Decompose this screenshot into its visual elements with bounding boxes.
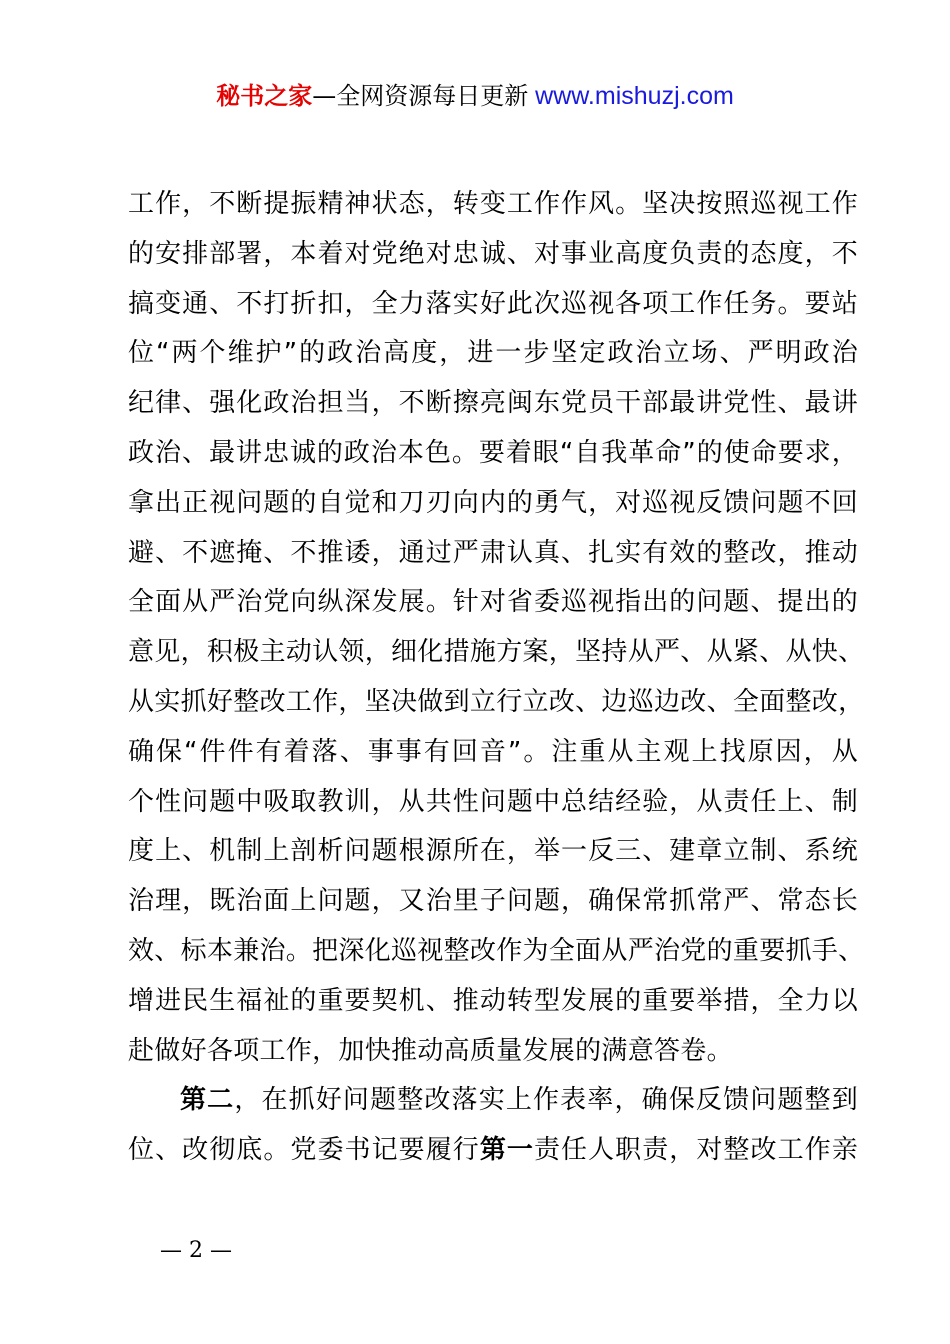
text-line: 个性问题中吸取教训，从共性问题中总结经验，从责任上、制 [128,786,858,817]
text-line: 工作，不断提振精神状态，转变工作作风。坚决按照巡视工作 [128,189,858,219]
paragraph-2 [128,1076,858,1176]
header-tagline: —全网资源每日更新 [312,82,529,110]
text-segment: 位、改彻底。党委书记要履行 [128,1135,480,1166]
text-line: 全面从严治党向纵深发展。针对省委巡视指出的问题、提出的 [128,587,858,618]
text-line: 政治、最讲忠诚的政治本色。要着眼“自我革命”的使命要求， [128,437,858,468]
document-body [128,180,865,1176]
brand-name: 秘书之家 [216,82,313,110]
text-line [128,1076,858,1126]
text-segment: 责任人职责，对整改工作亲 [533,1135,858,1166]
text-line: 治理，既治面上问题，又治里子问题，确保常抓常严、常态长 [128,886,858,917]
text-line: 从实抓好整改工作，坚决做到立行立改、边巡边改、全面整改， [128,686,865,717]
text-line: 位“两个维护”的政治高度，进一步坚定政治立场、严明政治 [128,338,858,369]
text-line: 赴做好各项工作，加快推动高质量发展的满意答卷。 [128,1035,733,1066]
text-line: 增进民生福祉的重要契机、推动转型发展的重要举措，全力以 [128,985,858,1016]
text-line [128,1126,858,1176]
site-header [0,78,950,114]
text-line: 的安排部署，本着对党绝对忠诚、对事业高度负责的态度，不 [128,238,858,269]
text-segment: ，在抓好问题整改落实上作表率，确保反馈问题整到 [234,1085,858,1116]
emphasis-text: 第一 [479,1135,534,1166]
paragraph-1 [128,180,865,1076]
text-line: 意见，积极主动认领，细化措施方案，坚持从严、从紧、从快、 [128,637,865,668]
text-line: 搞变通、不打折扣，全力落实好此次巡视各项工作任务。要站 [128,288,858,319]
section-heading: 第二 [180,1085,235,1116]
text-line: 效、标本兼治。把深化巡视整改作为全面从严治党的重要抓手、 [128,935,865,966]
text-line: 纪律、强化政治担当，不断擦亮闽东党员干部最讲党性、最讲 [128,388,858,419]
page-number: — 2 — [160,1238,232,1263]
text-line: 度上、机制上剖析问题根源所在，举一反三、建章立制、系统 [128,836,858,867]
site-url-link[interactable]: www.mishuzj.com [528,82,734,110]
text-line: 确保“件件有着落、事事有回音”。注重从主观上找原因，从 [128,736,858,767]
text-line: 避、不遮掩、不推诿，通过严肃认真、扎实有效的整改，推动 [128,537,858,568]
text-line: 拿出正视问题的自觉和刀刃向内的勇气，对巡视反馈问题不回 [128,487,858,518]
